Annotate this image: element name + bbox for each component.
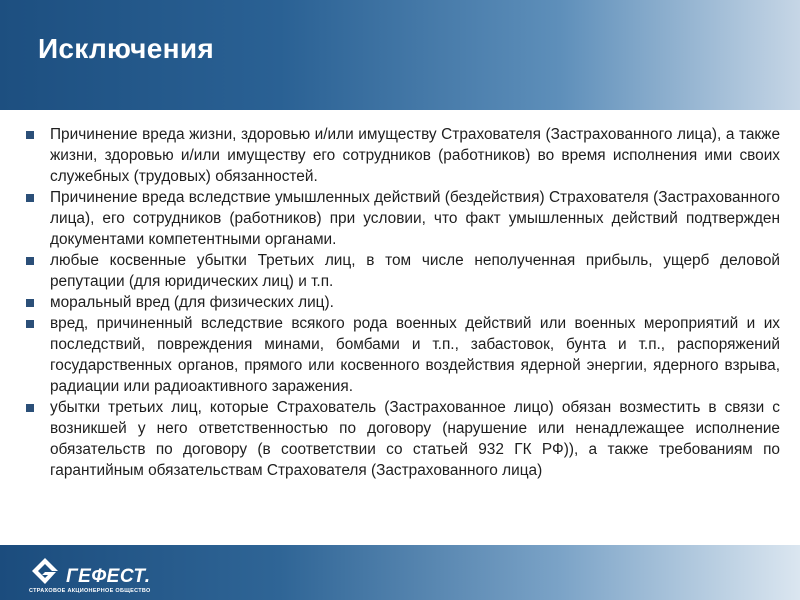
list-item-text: любые косвенные убытки Третьих лиц, в том числе неполученная прибыль, ущерб деловой репутации (для юридических лиц) и т.п. (50, 252, 780, 290)
square-bullet-icon (26, 194, 34, 202)
gefest-logo-icon (28, 554, 64, 588)
logo-name: ГЕФЕСТ. (66, 566, 151, 587)
list-item (20, 397, 780, 481)
company-logo (28, 554, 158, 596)
list-item (20, 292, 780, 313)
exclusions-list (20, 124, 780, 481)
list-item (20, 187, 780, 250)
slide-title: Исключения (38, 33, 214, 64)
list-item-text: Причинение вреда жизни, здоровью и/или имуществу Страхователя (Застрахованного лица), а также жизни, здоровью и/или имуществу его сотрудников (работников) во время исполнения ими своих служебных (трудовых) обязанностей. (50, 126, 780, 185)
list-item (20, 250, 780, 292)
footer-banner (0, 545, 800, 600)
square-bullet-icon (26, 404, 34, 412)
list-item-text: Причинение вреда вследствие умышленных действий (бездействия) Страхователя (Застрахованного лица), его сотрудников (работников) при условии, что факт умышленных действий подтвержден документами компетентными органами. (50, 189, 780, 248)
list-item (20, 124, 780, 187)
square-bullet-icon (26, 131, 34, 139)
logo-tagline: СТРАХОВОЕ АКЦИОНЕРНОЕ ОБЩЕСТВО (29, 588, 151, 594)
header-banner (0, 0, 800, 110)
square-bullet-icon (26, 299, 34, 307)
square-bullet-icon (26, 320, 34, 328)
list-item-text: вред, причиненный вследствие всякого рода военных действий или военных мероприятий и их последствий, повреждения минами, бомбами и т.п., забастовок, бунта и т.п., распоряжений государственных органов, прямого или косвенного воздействия ядерной энергии, ядерного взрыва, радиации или радиоактивного заражения. (50, 315, 780, 395)
list-item-text: убытки третьих лиц, которые Страхователь (Застрахованное лицо) обязан возместить в связи с возникшей у него ответственностью по договору (нарушение или ненадлежащее исполнение обязательств по договору (в соответствии со статьей 932 ГК РФ)), а также требованиям по гарантийным обязательствам Страхователя (Застрахованного лица) (50, 399, 780, 479)
slide-content (20, 124, 780, 481)
square-bullet-icon (26, 257, 34, 265)
list-item-text: моральный вред (для физических лиц). (50, 294, 334, 311)
list-item (20, 313, 780, 397)
